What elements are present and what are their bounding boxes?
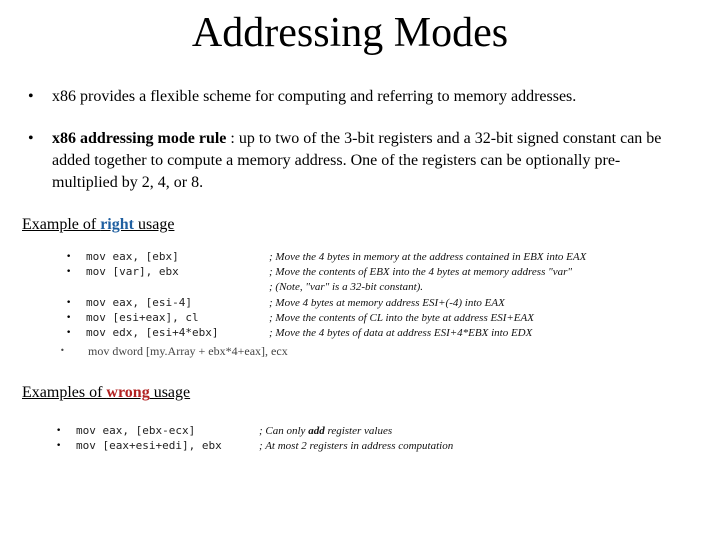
code-comment xyxy=(259,439,453,453)
comment-text: ; Can only xyxy=(259,425,309,437)
code-bullet: • xyxy=(56,441,62,451)
code-comment xyxy=(259,424,392,438)
heading-suffix: usage xyxy=(149,384,191,401)
bullet-marker: • xyxy=(28,88,34,105)
extra-example-code: mov dword [my.Array + ebx*4+eax], ecx xyxy=(88,344,288,358)
code-bullet: • xyxy=(56,426,62,436)
code-bullet: • xyxy=(66,298,72,308)
comment-emphasis: add xyxy=(308,425,325,437)
wrong-usage-code-block xyxy=(56,424,656,456)
heading-highlight-wrong: wrong xyxy=(106,384,150,401)
comment-text: ; At most 2 registers in address computation xyxy=(259,440,454,452)
code-instruction: mov eax, [esi-4] xyxy=(86,296,192,309)
code-bullet: • xyxy=(66,313,72,323)
rule-description: : up to two of the 3-bit registers and a 32-bit signed constant can be added together to compute a memory address. One of the registers can be optionally pre-multiplied by 2, 4, or 8. xyxy=(52,130,662,191)
rule-term: x86 addressing mode rule xyxy=(52,130,227,147)
heading-prefix: Example of xyxy=(22,216,101,233)
slide-title: Addressing Modes xyxy=(191,10,509,56)
heading-suffix: usage xyxy=(133,216,175,233)
heading-prefix: Examples of xyxy=(22,384,107,401)
code-instruction: mov [esi+eax], cl xyxy=(86,311,199,324)
code-instruction: mov [eax+esi+edi], ebx xyxy=(76,439,222,452)
bullet-addressing-rule xyxy=(52,128,662,194)
code-bullet: • xyxy=(66,328,72,338)
bullet-marker: • xyxy=(28,130,34,147)
code-instruction: mov eax, [ebx] xyxy=(86,250,179,263)
extra-bullet: • xyxy=(60,346,65,355)
heading-highlight-right: right xyxy=(100,216,134,233)
code-bullet: • xyxy=(66,267,72,277)
code-comment: ; Move 4 bytes at memory address ESI+(-4) into EAX xyxy=(269,297,505,309)
code-bullet: • xyxy=(66,252,72,262)
wrong-usage-heading xyxy=(22,382,190,404)
comment-text: register values xyxy=(324,425,393,437)
code-comment: ; Move the 4 bytes of data at address ESI+4*EBX into EDX xyxy=(269,327,533,339)
code-instruction: mov [var], ebx xyxy=(86,265,179,278)
code-instruction: mov edx, [esi+4*ebx] xyxy=(86,326,219,339)
right-usage-heading xyxy=(22,214,174,236)
bullet-flexible-scheme: x86 provides a flexible scheme for computing and referring to memory addresses. xyxy=(52,88,577,105)
code-comment: ; Move the 4 bytes in memory at the address contained in EBX into EAX xyxy=(269,251,587,263)
code-comment: ; Move the contents of EBX into the 4 bytes at memory address "var" xyxy=(269,266,573,278)
code-instruction: mov eax, [ebx-ecx] xyxy=(76,424,196,437)
right-usage-code-block xyxy=(66,250,666,340)
code-comment: ; Move the contents of CL into the byte at address ESI+EAX xyxy=(269,312,534,324)
code-comment: ; (Note, "var" is a 32-bit constant). xyxy=(269,281,424,293)
